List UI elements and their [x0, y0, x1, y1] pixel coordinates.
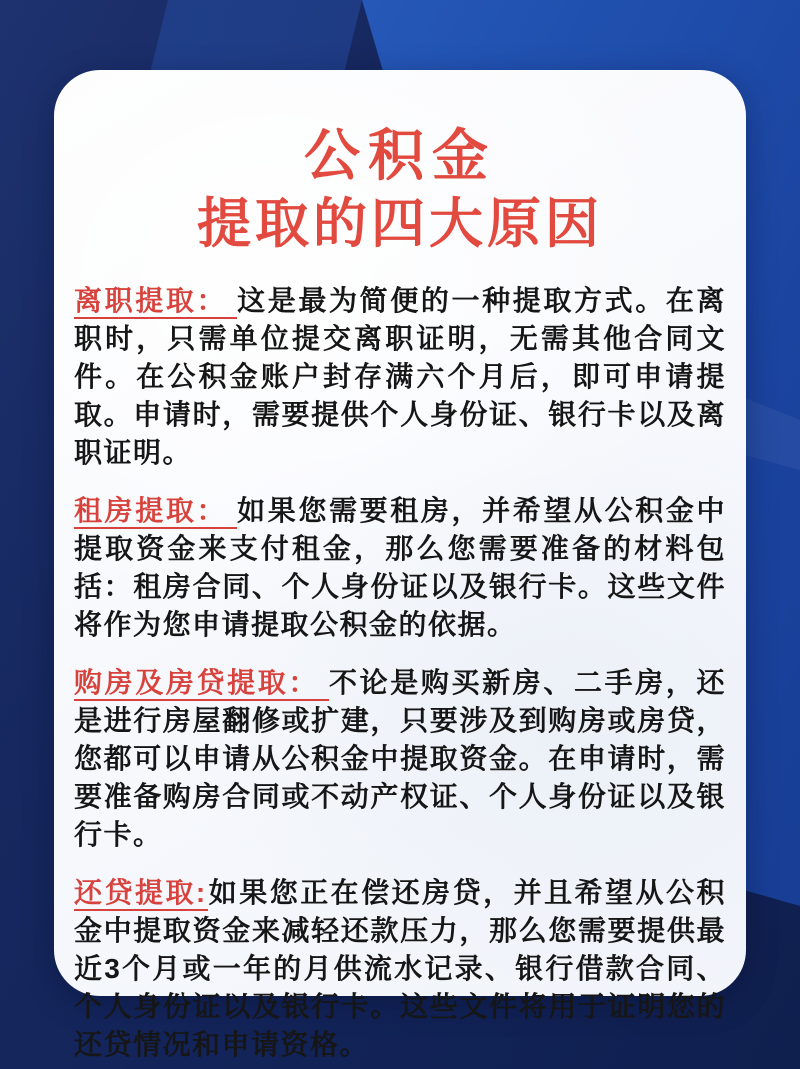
- poster-title: [74, 122, 726, 258]
- section-heading-purchase-mortgage: 购房及房贷提取：: [74, 667, 329, 701]
- section-body-loan-repayment: 如果您正在偿还房贷，并且希望从公积金中提取资金来减轻还款压力，那么您需要提供最近3个月或一年的月供流水记录、银行借款合同、个人身份证以及银行卡。这些文件将用于证明您的还贷情况和申请资格。: [74, 877, 726, 1060]
- section-body-purchase-mortgage: 不论是购买新房、二手房，还是进行房屋翻修或扩建，只要涉及到购房或房贷，您都可以申请从公积金中提取资金。在申请时，需要准备购房合同或不动产权证、个人身份证以及银行卡。: [74, 667, 726, 850]
- section-body-rent: 如果您需要租房，并希望从公积金中提取资金来支付租金，那么您需要准备的材料包括：租房合同、个人身份证以及银行卡。这些文件将作为您申请提取公积金的依据。: [74, 495, 726, 640]
- section-rent-withdrawal: [74, 492, 726, 644]
- poster-title-line1: 公积金: [304, 124, 496, 187]
- sections-list: [74, 282, 726, 1064]
- section-purchase-mortgage-withdrawal: [74, 664, 726, 854]
- section-heading-loan-repayment: 还贷提取:: [74, 877, 208, 911]
- section-resignation-withdrawal: [74, 282, 726, 472]
- section-heading-rent: 租房提取：: [74, 495, 237, 529]
- section-heading-resignation: 离职提取：: [74, 285, 237, 319]
- poster-title-line2: 提取的四大原因: [197, 194, 603, 254]
- poster-card: [54, 70, 746, 1060]
- section-loan-repayment-withdrawal: [74, 874, 726, 1064]
- section-body-resignation: 这是最为简便的一种提取方式。在离职时，只需单位提交离职证明，无需其他合同文件。在公积金账户封存满六个月后，即可申请提取。申请时，需要提供个人身份证、银行卡以及离职证明。: [74, 285, 726, 468]
